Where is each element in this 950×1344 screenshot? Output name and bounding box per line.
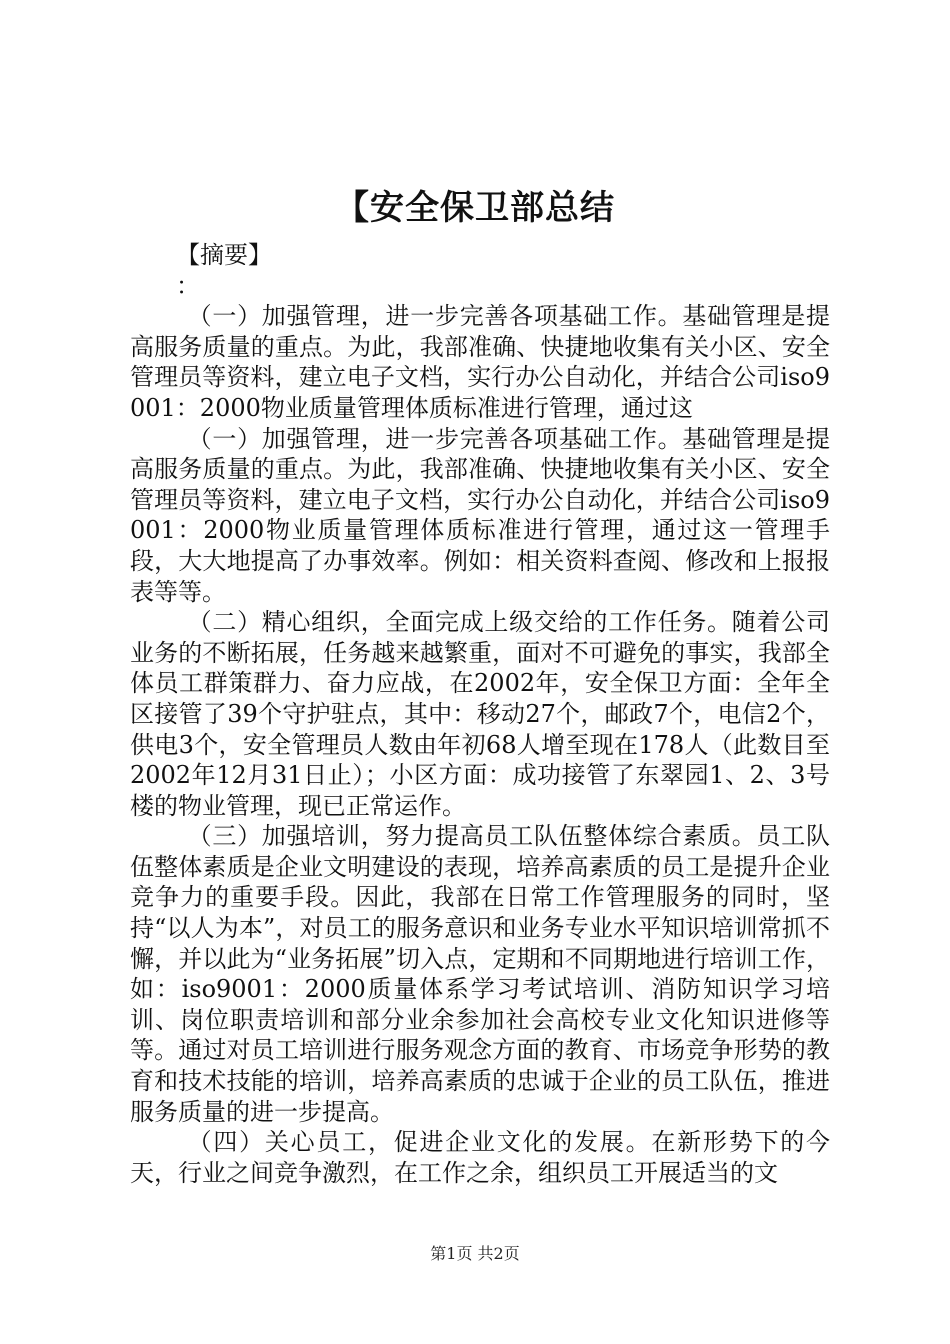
document-body [130,240,830,1188]
abstract-label: 【摘要】 [176,241,272,269]
paragraph: （三）加强培训，努力提高员工队伍整体综合素质。员工队伍整体素质是企业文明建设的表现，培养高素质的员工是提升企业竞争力的重要手段。因此，我部在日常工作管理服务的同时，坚持“以人为本”，对员工的服务意识和业务专业水平知识培训常抓不懈，并以此为“业务拓展”切入点，定期和不同期地进行培训工作，如：iso9001：2000质量体系学习考试培训、消防知识学习培训、岗位职责培训和部分业余参加社会高校专业文化知识进修等等。通过对员工培训进行服务观念方面的教育、市场竞争形势的教育和技术技能的培训，培养高素质的忠诚于企业的员工队伍，推进服务质量的进一步提高。 [130,822,830,1126]
paragraph: （一）加强管理，进一步完善各项基础工作。基础管理是提高服务质量的重点。为此，我部准确、快捷地收集有关小区、安全管理员等资料，建立电子文档，实行办公自动化，并结合公司iso9001：2000物业质量管理体质标准进行管理，通过这一管理手段，大大地提高了办事效率。例如：相关资料查阅、修改和上报报表等等。 [130,424,830,606]
paragraph: （四）关心员工，促进企业文化的发展。在新形势下的今天，行业之间竞争激烈，在工作之余，组织员工开展适当的文 [130,1128,830,1187]
paragraph: （二）精心组织，全面完成上级交给的工作任务。随着公司业务的不断拓展，任务越来越繁重，面对不可避免的事实，我部全体员工群策群力、奋力应战，在2002年，安全保卫方面：全年全区接管了39个守护驻点，其中：移动27个，邮政7个，电信2个，供电3个，安全管理员人数由年初68人增至现在178人（此数目至2002年12月31日止）；小区方面：成功接管了东翠园1、2、3号楼的物业管理，现已正常运作。 [130,608,830,820]
paragraph: （一）加强管理，进一步完善各项基础工作。基础管理是提高服务质量的重点。为此，我部准确、快捷地收集有关小区、安全管理员等资料，建立电子文档，实行办公自动化，并结合公司iso9001：2000物业质量管理体质标准进行管理，通过这 [130,302,830,422]
document-title: 【安全保卫部总结 [335,188,615,228]
abstract-colon: ： [176,271,200,300]
page-footer: 第1页 共2页 [430,1244,520,1263]
